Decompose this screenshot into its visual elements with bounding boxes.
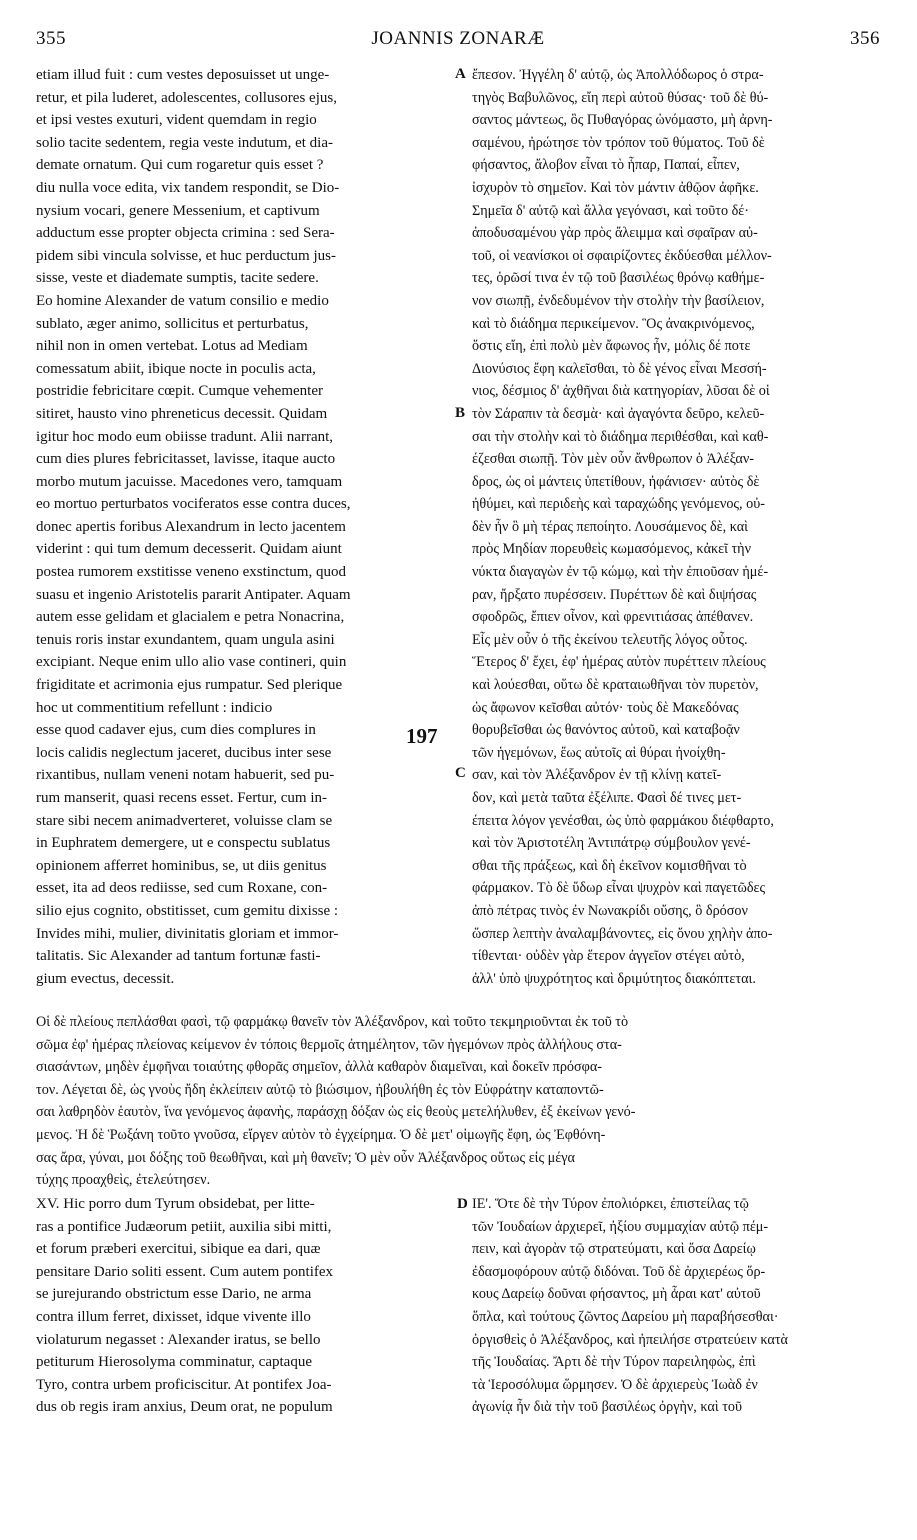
text-line: τῶν ἡγεμόνων, ἕως αὐτοῖς αἱ θύραι ἠνοίχθη- <box>472 744 726 761</box>
text-line: πειν, καὶ ἀγορὰν τῷ στρατεύματι, καὶ ὅσα Δαρείῳ <box>472 1241 756 1258</box>
text-line: Eo homine Alexander de vatum consilio e medio <box>36 292 329 309</box>
text-line: sisse, veste et diademate sumptis, tacite sedere. <box>36 270 319 287</box>
text-line: ἀγωνίᾳ ἦν διὰ τὴν τοῦ βασιλέως ὀργὴν, καὶ τοῦ <box>472 1399 743 1416</box>
text-line: θορυβεῖσθαι ὡς θανόντος αὐτοῦ, καὶ καταβοᾷν <box>472 722 740 739</box>
text-line: ἀλλ' ὑπὸ ψυχρότητος καὶ δριμύτητος διακόπτεται. <box>472 970 756 987</box>
text-line: καὶ λούεσθαι, οὕτω δὲ κραταιωθῆναι τὸν πυρετὸν, <box>472 677 759 694</box>
text-line: σαι λαθρηδὸν ἑαυτὸν, ἵνα γενόμενος ἀφανὴς, παράσχῃ δόξαν ὡς εἰς θεοὺς μετελήλυθεν, ἐξ ἐκείνων γενό- <box>36 1104 636 1121</box>
text-line: igitur hoc modo eum obiisse tradunt. Alii narrant, <box>36 428 334 445</box>
text-line: locis calidis neglectum jaceret, ducibus inter sese <box>36 744 332 761</box>
page-header <box>36 28 880 60</box>
text-line: ὅστις εἴη, ἐπὶ πολὺ μὲν ἄφωνος ἦν, μόλις δέ ποτε <box>472 338 751 355</box>
text-line: τύχης προαχθεὶς, ἐτελεύτησεν. <box>36 1172 211 1189</box>
text-line: Tyro, contra urbem proficiscitur. At pontifex Joa- <box>36 1376 332 1393</box>
text-line: φήσαντος, ἄλοβον εἶναι τὸ ἧπαρ, Παπαί, εἶπεν, <box>472 157 740 174</box>
greek-column-top <box>472 64 884 990</box>
text-line: in Euphratem demergere, ut e conspectu sublatus <box>36 835 331 852</box>
text-line: pidem sibi vincula solvisse, et huc perductum jus- <box>36 247 336 264</box>
text-line: σθαι τῆς πράξεως, καὶ δὴ ἐκεῖνον κομισθῆναι τὸ <box>472 857 747 874</box>
text-line: ὥσπερ λεπτὴν ἀναλαμβάνοντες, εἰς ὄνου χηλὴν ἀπο- <box>472 925 773 942</box>
text-line: ραν, ἤρξατο πυρέσσειν. Πυρέττων δὲ καὶ διψήσας <box>472 586 757 603</box>
text-line: σῶμα ἐφ' ἡμέρας πλείονας κείμενον ἐν τόποις θερμοῖς ἀτημέλητον, τῶν ἡγεμόνων πρὸς ἀλλήλους στα- <box>36 1036 622 1053</box>
text-line: et forum præberi exercitui, sibique ea dari, quæ <box>36 1241 321 1258</box>
text-line: petiturum Hierosolyma comminatur, captaque <box>36 1354 312 1371</box>
text-line: σφοδρῶς, ἔπιεν οἶνον, καὶ φρενιτιάσας ἀπέθανεν. <box>472 609 754 626</box>
text-line: τοῦ, οἱ νεανίσκοι οἱ σφαιρίζοντες ἐκδύεσθαι μέλλον- <box>472 247 772 264</box>
text-line: τῶν Ἰουδαίων ἀρχιερεῖ, ἠξίου συμμαχίαν αὐτῷ πέμ- <box>472 1218 769 1235</box>
text-line: rixantibus, nullam veneni notam habuerit, sed pu- <box>36 767 335 784</box>
text-line: excipiant. Neque enim ullo alio vase contineri, quin <box>36 654 347 671</box>
text-line: tenuis roris instar exundantem, quam ungula asini <box>36 631 335 648</box>
text-line: νιος, δέσμιος δ' ἀχθῆναι διὰ κατηγορίαν, λῦσαι δὲ οἱ <box>472 383 770 400</box>
margin-marker-b: B <box>455 405 466 421</box>
text-line: φάρμακον. Τὸ δὲ ὕδωρ εἶναι ψυχρὸν καὶ παγετῶδες <box>472 880 766 897</box>
text-line: έζεσθαι σιωπῇ. Τὸν μὲν οὖν ἄνθρωπον ὁ Ἀλέξαν- <box>472 451 754 468</box>
text-line: suasu et ingenio Aristotelis pararit Antipater. Aquam <box>36 586 351 603</box>
text-line: viderint : qui tum demum decesserit. Quidam aiunt <box>36 541 342 558</box>
text-line: eo mortuo perturbatos vociferatos esse contra duces, <box>36 496 351 513</box>
text-line: ras a pontifice Judæorum petiit, auxilia sibi mitti, <box>36 1218 332 1235</box>
margin-marker-d: D <box>457 1196 468 1212</box>
margin-marker-c: C <box>455 765 466 781</box>
text-line: etiam illud fuit : cum vestes deposuisset ut unge- <box>36 67 330 83</box>
text-line: καὶ τὸ διάδημα περικείμενον. Ὃς ἀνακρινόμενος, <box>472 315 755 332</box>
running-title: JOANNIS ZONARÆ <box>371 28 545 49</box>
text-line: ΙΕ'. Ὅτε δὲ τὴν Τύρον ἐπολιόρκει, ἐπιστείλας τῷ <box>472 1196 749 1212</box>
text-line: ἔπεσον. Ἠγγέλη δ' αὐτῷ, ὡς Ἀπολλόδωρος ὁ στρα- <box>472 67 764 83</box>
text-line: dus ob regis iram anxius, Deum orat, ne populum <box>36 1399 333 1416</box>
text-line: Σημεῖα δ' αὐτῷ καὶ ἄλλα γεγόνασι, καὶ τοῦτο δέ· <box>472 202 749 219</box>
text-line: diu nulla voce edita, vix tandem respondit, se Dio- <box>36 179 340 196</box>
text-line: τηγὸς Βαβυλῶνος, εἴη περὶ αὐτοῦ θύσας· τοῦ δὲ θύ- <box>472 89 769 106</box>
text-line: frigiditate et acrimonia ejus rumpatur. Sed plerique <box>36 677 343 694</box>
text-line: δρος, ὡς οἱ μάντεις ὑπετίθουν, ἠφάνισεν· αὐτὸς δὲ <box>472 473 760 490</box>
text-line: comessatum abiit, ibique nocte in poculis acta, <box>36 360 316 377</box>
text-line: σιασάντων, μηδὲν ἐμφῆναι τοιαύτης φθορᾶς σημεῖον, ἀλλὰ καθαρὸν διαμεῖναι, καὶ δοκεῖν πρόσφα- <box>36 1059 603 1076</box>
text-line: violaturum negasset : Alexander iratus, se bello <box>36 1331 321 1348</box>
margin-marker-a: A <box>455 66 466 82</box>
text-line: stare sibi necem animadverteret, voluisse clam se <box>36 812 333 829</box>
text-line: ἠθύμει, καὶ περιδεὴς καὶ ταραχώδης γενόμενος, οὐ- <box>472 496 765 513</box>
text-line: ἰσχυρὸν τὸ σημεῖον. Καὶ τὸν μάντιν ἀθῷον ἀφῆκε. <box>472 179 759 196</box>
text-line: νύκτα διαγαγὼν ἐν τῷ κώμῳ, καὶ τὴν ἐπιοῦσαν ἡμέ- <box>472 564 769 581</box>
edition-page-reference: 197 <box>406 724 438 748</box>
text-line: πρὸς Μηδίαν πορευθεὶς κωμασόμενος, κἀκεῖ τὴν <box>472 541 752 558</box>
text-line: postridie febricitare cœpit. Cumque vehementer <box>36 383 323 400</box>
text-line: nysium vocari, genere Messenium, et captivum <box>36 202 320 219</box>
text-line: Invides mihi, mulier, divinitatis gloriam et immor- <box>36 925 339 942</box>
text-line: nihil non in omen vertebat. Lotus ad Mediam <box>36 338 308 355</box>
text-line: ὀργισθεὶς ὁ Ἀλέξανδρος, καὶ ἠπειλήσε στρατεύειν κατὰ <box>472 1331 788 1348</box>
text-line: adductum esse propter objecta crimina : sed Sera- <box>36 225 335 242</box>
text-line: σαι τὴν στολὴν καὶ τὸ διάδημα περιθέσθαι, καὶ καθ- <box>472 428 769 445</box>
latin-column-top <box>36 64 451 990</box>
text-line: τὰ Ἱεροσόλυμα ὥρμησεν. Ὁ δὲ ἀρχιερεὺς Ἰωὰδ ἐν <box>472 1376 758 1393</box>
text-line: τῆς Ἰουδαίας. Ἄρτι δὲ τὴν Τύρον παρειληφὼς, ἐπὶ <box>472 1354 756 1371</box>
text-line: κους Δαρείῳ δοῦναι φήσαντος, μὴ ἆραι κατ' αὐτοῦ <box>472 1286 761 1303</box>
text-line: Εἷς μὲν οὖν ὁ τῆς ἐκείνου τελευτῆς λόγος οὗτος. <box>472 631 748 648</box>
text-line: Οἱ δὲ πλείους πεπλάσθαι φασὶ, τῷ φαρμάκῳ θανεῖν τὸν Ἀλέξανδρον, καὶ τοῦτο τεκμηριοῦνται ἐκ τοῦ τὸ <box>36 1014 629 1030</box>
text-line: σας ἄρα, γύναι, μοι δόξης τοῦ θεωθῆναι, καὶ μὴ θανεῖν; Ὁ μὲν οὖν Ἀλέξανδρος οὕτως εἰς μέγα <box>36 1149 575 1166</box>
text-line: σαμένου, ἠρώτησε τὸν τρόπον τοῦ θύματος. Τοῦ δὲ <box>472 134 765 151</box>
text-line: Διονύσιος ἔφη καλεῖσθαι, τὸ δὲ γένος εἶναι Μεσσή- <box>472 360 767 377</box>
text-line: opinionem afferret hominibus, se, ut diis genitus <box>36 857 327 874</box>
text-line: morbo mutum jacuisse. Macedones vero, tamquam <box>36 473 343 490</box>
greek-full-width-passage <box>36 1011 882 1192</box>
text-line: μενος. Ἡ δὲ Ῥωξάνη τοῦτο γνοῦσα, εἴργεν αὐτὸν τὸ ἐγχείρημα. Ὁ δὲ μετ' οἰμωγῆς ἔφη, ὡς Ἐφθόνη- <box>36 1126 606 1143</box>
text-line: et ipsi vestes exuturi, vident quemdam in regio <box>36 112 317 129</box>
text-line: talitatis. Sic Alexander ad tantum fortunæ fasti- <box>36 948 321 965</box>
page-number-left: 355 <box>36 28 66 49</box>
text-line: ἀποδυσαμένου γὰρ πρὸς ἄλειμμα καὶ σφαῖραν αὐ- <box>472 225 758 242</box>
text-line: rum manserit, quasi recens esset. Fertur, cum in- <box>36 790 327 806</box>
text-line: hoc ut commentitium refellunt : indicio <box>36 699 273 716</box>
text-line: silio ejus cognito, obstitisset, cum gemitu dixisse : <box>36 902 339 919</box>
text-line: sublato, æger animo, sollicitus et perturbatus, <box>36 315 309 332</box>
page-number-right: 356 <box>850 28 880 49</box>
text-line: se jurejurando obstrictum esse Dario, ne arma <box>36 1286 312 1303</box>
text-line: solio tacite sedentem, regia veste indutum, et dia- <box>36 134 333 151</box>
text-line: contra illum ferret, dixisset, idque vivente illo <box>36 1308 311 1325</box>
text-line: δον, καὶ μετὰ ταῦτα ἐξέλιπε. Φασὶ δέ τινες μετ- <box>472 790 742 806</box>
text-line: sitiret, hausto vino phreneticus decessit. Quidam <box>36 405 328 422</box>
text-line: ἀπὸ πέτρας τινὸς ἐν Νωνακρίδι οὔσης, ὃ δρόσον <box>472 902 748 919</box>
text-line: τὸν Σάραπιν τὰ δεσμὰ· καὶ ἀγαγόντα δεῦρο, κελεῦ- <box>472 405 765 422</box>
text-line: σαν, καὶ τὸν Ἀλέξανδρον ἐν τῇ κλίνῃ κατεῖ- <box>472 767 722 784</box>
text-line: ὡς ἄφωνον κεῖσθαι αὐτόν· τοὺς δὲ Μακεδόνας <box>472 699 739 716</box>
text-line: δὲν ἦν ὃ μὴ τέρας πεποίητο. Λουσάμενος δὲ, καὶ <box>472 518 748 535</box>
text-line: νον σιωπῇ, ἐνδεδυμένον τὴν στολὴν τὴν βασίλειον, <box>472 292 765 309</box>
text-line: esse quod cadaver ejus, cum dies complures in <box>36 722 316 739</box>
text-line: retur, et pila luderet, adolescentes, collusores ejus, <box>36 89 337 106</box>
text-line: Ἕτερος δ' ἔχει, ἐφ' ἡμέρας αὐτὸν πυρέττειν πλείους <box>472 654 766 671</box>
greek-column-bottom <box>472 1193 884 1419</box>
text-line: donec apertis foribus Alexandrum in lecto jacentem <box>36 518 346 535</box>
text-line: cum dies plures febricitasset, lavisse, itaque aucto <box>36 451 336 468</box>
text-line: demate ornatum. Qui cum rogaretur quis esset ? <box>36 157 324 174</box>
text-line: esset, ita ad deos rediisse, sed cum Roxane, con- <box>36 880 328 897</box>
text-line: τον. Λέγεται δὲ, ὡς γνοὺς ἤδη ἐκλείπειν αὐτῷ τὸ βιώσιμον, ἠβουλήθη ἐς τὸν Εὐφράτην καταποντῶ- <box>36 1081 604 1098</box>
text-line: XV. Hic porro dum Tyrum obsidebat, per litte- <box>36 1196 315 1212</box>
text-line: gium evectus, decessit. <box>36 970 175 987</box>
text-line: καὶ τὸν Ἀριστοτέλη Ἀντιπάτρῳ σύμβουλον γενέ- <box>472 835 751 852</box>
text-line: έπειτα λόγον γενέσθαι, ὡς ὑπὸ φαρμάκου διέφθαρτο, <box>472 812 774 829</box>
latin-column-bottom <box>36 1193 451 1419</box>
text-line: autem esse gelidam et glacialem e petra Nonacrina, <box>36 609 345 626</box>
text-line: τες, ὁρῶσί τινα ἐν τῷ τοῦ βασιλέως θρόνῳ καθήμε- <box>472 270 765 287</box>
text-line: ἐδασμοφόρουν αὐτῷ διδόναι. Τοῦ δὲ ἀρχιερέως ὅρ- <box>472 1263 766 1280</box>
text-line: pensitare Dario soliti essent. Cum autem pontifex <box>36 1263 334 1280</box>
text-line: postea rumorem exstitisse veneno exstinctum, quod <box>36 564 346 581</box>
text-line: τίθενται· οὐδὲν γὰρ ἕτερον ἀγγεῖον στέγει αὐτὸ, <box>472 948 745 965</box>
text-line: ὅπλα, καὶ τούτους ζῶντος Δαρείου μὴ παραβήσεσθαι· <box>472 1308 779 1325</box>
text-line: σαντος μάντεως, ὃς Πυθαγόρας ὠνόμαστο, μὴ ἀρνη- <box>472 112 773 129</box>
